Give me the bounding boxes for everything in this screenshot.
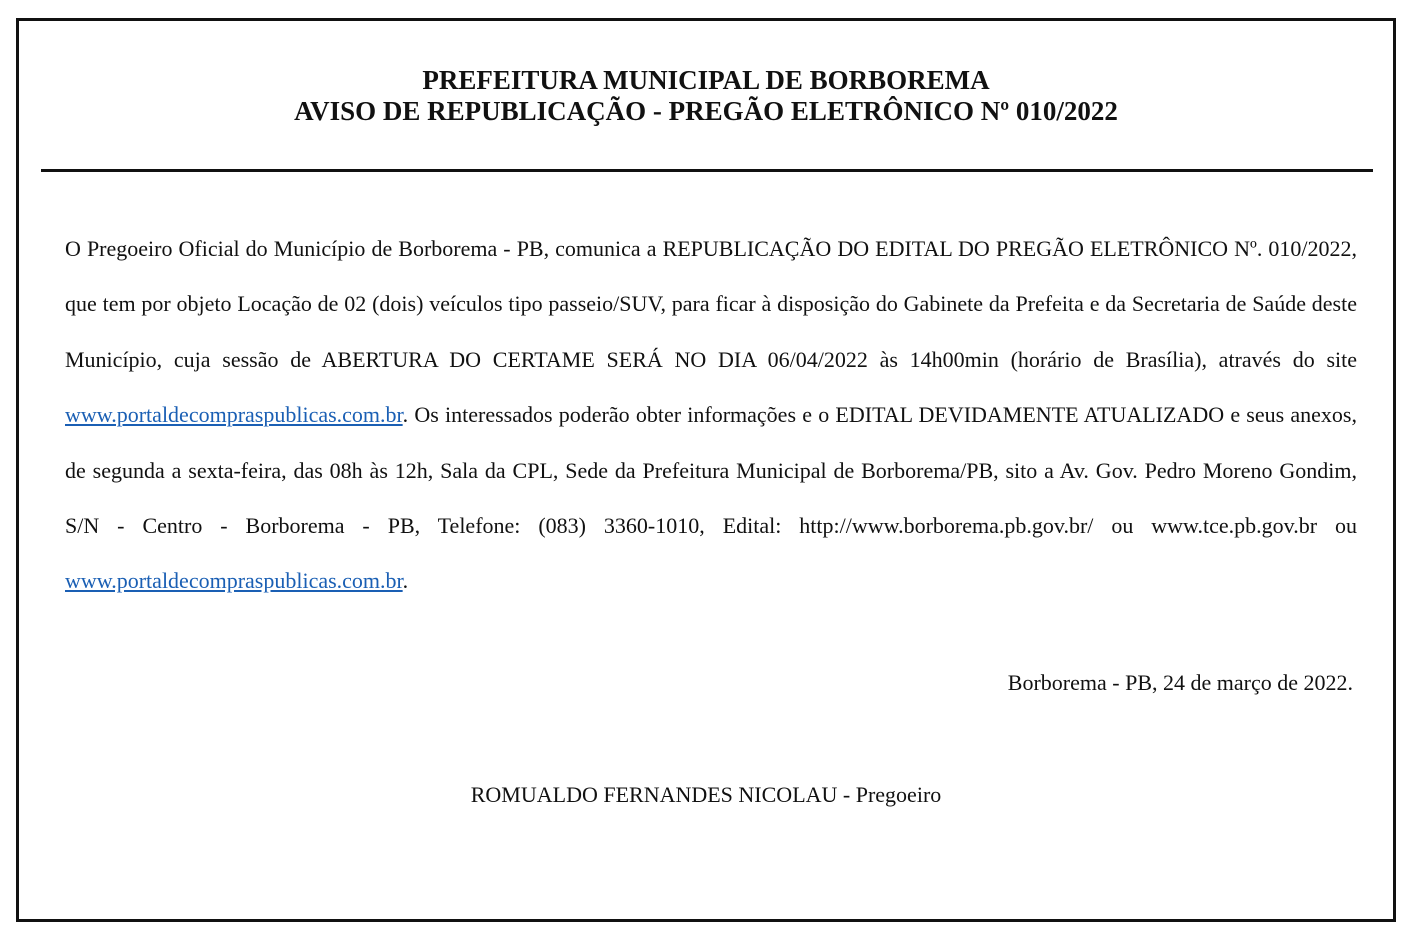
notice-frame (16, 18, 1396, 922)
portal-link-2[interactable]: www.portaldecompraspublicas.com.br (65, 568, 403, 594)
body-text-part-1: O Pregoeiro Oficial do Município de Borborema - PB, comunica a REPUBLICAÇÃO DO EDITAL DO PREGÃO ELETRÔNICO Nº. 010/2022, que tem por objeto Locação de 02 (dois) veículos tipo passeio/SUV, para ficar à disposição do Gabinete da Prefeita e da Secretaria de Saúde deste Município, cuja sessão de ABERTURA DO CERTAME SERÁ NO DIA 06/04/2022 às 14h00min (horário de Brasília), através do site (65, 236, 1357, 372)
date-line: Borborema - PB, 24 de março de 2022. (1007, 670, 1353, 695)
notice-title: AVISO DE REPUBLICAÇÃO - PREGÃO ELETRÔNICO Nº 010/2022 (294, 96, 1118, 126)
signature: ROMUALDO FERNANDES NICOLAU - Pregoeiro (470, 782, 942, 807)
header-divider (41, 169, 1373, 172)
notice-body (65, 221, 1357, 609)
body-text-part-2: . Os interessados poderão obter informações e o EDITAL DEVIDAMENTE ATUALIZADO e seus anexos, de segunda a sexta-feira, das 08h às 12h, Sala da CPL, Sede da Prefeitura Municipal de Borborema/PB, sito a Av. Gov. Pedro Moreno Gondim, S/N - Centro - Borborema - PB, Telefone: (083) 3360-1010, Edital: http://www.borborema.pb.gov.br/ ou www.tce.pb.gov.br ou (65, 402, 1357, 539)
municipality-title: PREFEITURA MUNICIPAL DE BORBOREMA (422, 65, 990, 95)
portal-link-1[interactable]: www.portaldecompraspublicas.com.br (65, 402, 403, 428)
notice-header (19, 65, 1393, 127)
body-text-part-3: . (402, 568, 409, 594)
